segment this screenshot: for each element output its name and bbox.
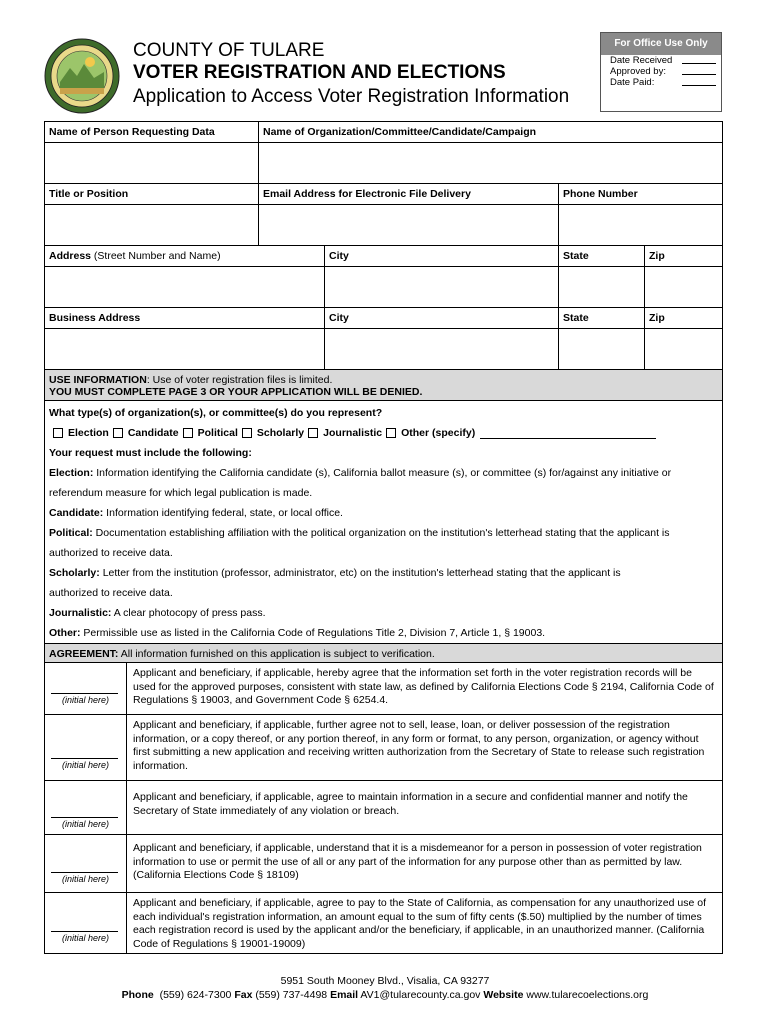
requirement-other xyxy=(49,623,718,643)
candidate-checkbox[interactable] xyxy=(113,428,123,438)
state-label: State xyxy=(559,246,645,266)
requirement-scholarly-cont: authorized to receive data. xyxy=(49,587,173,599)
must-include-heading: Your request must include the following: xyxy=(49,447,252,459)
agreement-row xyxy=(45,893,722,953)
agreement-row xyxy=(45,781,722,835)
initial-line xyxy=(51,758,118,759)
form-subtitle: Application to Access Voter Registration Information xyxy=(133,86,570,107)
requirement-term: Election: xyxy=(49,467,94,479)
initial-box[interactable] xyxy=(45,781,127,834)
initial-line xyxy=(51,931,118,932)
requirement-term: Scholarly: xyxy=(49,567,100,579)
requirement-journalistic xyxy=(49,603,718,623)
business-state-field[interactable] xyxy=(559,329,645,369)
initial-box[interactable] xyxy=(45,893,127,953)
page3-warning: YOU MUST COMPLETE PAGE 3 OR YOUR APPLICATION WILL BE DENIED. xyxy=(49,386,423,398)
footer-address: 5951 South Mooney Blvd., Visalia, CA 93277 xyxy=(280,975,490,987)
agreement-text: All information furnished on this application is subject to verification. xyxy=(118,648,435,660)
business-address-label-row xyxy=(45,308,722,329)
business-address-label: Business Address xyxy=(45,308,325,328)
name-input-row xyxy=(45,143,722,184)
address-label-row xyxy=(45,246,722,267)
title-position-field[interactable] xyxy=(45,205,259,245)
journalistic-option: Journalistic xyxy=(323,427,383,439)
requirement-political-cont: authorized to receive data. xyxy=(49,547,173,559)
requirement-election xyxy=(49,463,718,483)
approved-by-row xyxy=(601,66,721,77)
agreement-row xyxy=(45,663,722,715)
requirement-political xyxy=(49,523,718,543)
date-paid-line[interactable] xyxy=(682,77,716,86)
zip-field[interactable] xyxy=(645,267,722,307)
requirement-text: Information identifying the California candidate (s), California ballot measure (s), or committee (s) for/against any initiative or xyxy=(93,467,672,479)
zip-label: Zip xyxy=(645,246,722,266)
initial-line xyxy=(51,693,118,694)
business-address-input-row xyxy=(45,329,722,370)
footer-email[interactable]: AV1@tularecounty.ca.gov xyxy=(360,989,481,1001)
initial-here-label: (initial here) xyxy=(61,695,110,705)
business-address-field[interactable] xyxy=(45,329,325,369)
footer-fax-label: Fax xyxy=(234,989,253,1001)
phone-label: Phone Number xyxy=(559,184,722,204)
address-label-rest: (Street Number and Name) xyxy=(91,250,221,262)
journalistic-checkbox[interactable] xyxy=(308,428,318,438)
email-label: Email Address for Electronic File Delivery xyxy=(259,184,559,204)
county-seal-logo xyxy=(44,38,120,114)
name-org-label: Name of Organization/Committee/Candidate/Campaign xyxy=(259,122,722,142)
candidate-option: Candidate xyxy=(127,427,179,439)
agreement-label: AGREEMENT: xyxy=(49,648,119,660)
department-name: VOTER REGISTRATION AND ELECTIONS xyxy=(133,62,506,83)
initial-box[interactable] xyxy=(45,715,127,780)
agreement-clause: Applicant and beneficiary, if applicable, further agree not to sell, lease, loan, or deliver possession of the registration information, or a copy thereof, or any portion thereof, in any form or format, to any person, organization, or agency without first submitting a new application and receiving written authorization from the Secretary of State to release such registration information. xyxy=(133,719,705,772)
business-city-label: City xyxy=(325,308,559,328)
footer-website-label: Website xyxy=(483,989,524,1001)
approved-by-line[interactable] xyxy=(682,66,716,75)
use-info-text: : Use of voter registration files is limited. xyxy=(146,374,333,386)
initial-box[interactable] xyxy=(45,835,127,892)
initial-here-label: (initial here) xyxy=(61,874,110,884)
name-org-field[interactable] xyxy=(259,143,722,183)
agreement-row xyxy=(45,715,722,781)
org-type-question: What type(s) of organization(s), or committee(s) do you represent? xyxy=(49,407,383,419)
office-use-title: For Office Use Only xyxy=(601,33,721,55)
initial-here-label: (initial here) xyxy=(61,819,110,829)
title-input-row xyxy=(45,205,722,246)
agreement-row xyxy=(45,835,722,893)
address-input-row xyxy=(45,267,722,308)
date-received-label: Date Received xyxy=(610,55,673,66)
address-label xyxy=(45,246,325,266)
business-zip-field[interactable] xyxy=(645,329,722,369)
other-specify-line[interactable] xyxy=(480,427,656,439)
requirement-term: Other: xyxy=(49,627,81,639)
requirement-text: Information identifying federal, state, or local office. xyxy=(103,507,343,519)
address-label-bold: Address xyxy=(49,250,92,262)
org-type-checkboxes xyxy=(49,423,718,443)
agreement-banner xyxy=(45,643,722,663)
footer-phone-label: Phone xyxy=(121,989,154,1001)
requirement-term: Journalistic: xyxy=(49,607,112,619)
date-received-line[interactable] xyxy=(682,55,716,64)
state-field[interactable] xyxy=(559,267,645,307)
date-paid-row xyxy=(601,77,721,88)
name-person-label: Name of Person Requesting Data xyxy=(45,122,259,142)
requirement-text: Letter from the institution (professor, administrator, etc) on the institution's letterhead stating that the applicant is xyxy=(99,567,621,579)
requirement-term: Political: xyxy=(49,527,93,539)
application-form xyxy=(44,121,723,954)
footer-website[interactable]: www.tularecoelections.org xyxy=(526,989,649,1001)
footer-fax: (559) 737-4498 xyxy=(255,989,328,1001)
footer-phone: (559) 624-7300 xyxy=(159,989,232,1001)
requirement-candidate xyxy=(49,503,718,523)
requirement-text: A clear photocopy of press pass. xyxy=(111,607,266,619)
election-checkbox[interactable] xyxy=(53,428,63,438)
title-block xyxy=(133,40,569,109)
initial-line xyxy=(51,817,118,818)
phone-field[interactable] xyxy=(559,205,722,245)
agreement-clause: Applicant and beneficiary, if applicable, agree to pay to the State of California, as compensation for any unauthorized use of each individual's registration information, an amount equal to the sum of fifty cents ($.50) multiplied by the number of times each registration record is used by the applicant and/or the beneficiary, if applicable, in an unauthorized manner. (California Code of Regulations § 19001-19009) xyxy=(133,897,706,950)
use-info-label: USE INFORMATION xyxy=(49,374,147,386)
initial-box[interactable] xyxy=(45,663,127,714)
address-field[interactable] xyxy=(45,267,325,307)
title-position-label: Title or Position xyxy=(45,184,259,204)
name-person-field[interactable] xyxy=(45,143,259,183)
business-state-label: State xyxy=(559,308,645,328)
title-label-row xyxy=(45,184,722,205)
requirement-text: Permissible use as listed in the California Code of Regulations Title 2, Division 7, Article 1, § 19003. xyxy=(80,627,546,639)
county-name: COUNTY OF TULARE xyxy=(133,40,325,61)
political-checkbox[interactable] xyxy=(183,428,193,438)
footer-contact xyxy=(0,989,770,1001)
political-option: Political xyxy=(197,427,238,439)
name-label-row xyxy=(45,122,722,143)
agreement-clause: Applicant and beneficiary, if applicable, agree to maintain information in a secure and confidential manner and notify the Secretary of State immediately of any violation or breach. xyxy=(133,791,688,817)
date-received-row xyxy=(601,55,721,66)
agreement-clause: Applicant and beneficiary, if applicable, hereby agree that the information set forth in the voter registration records will be used for the approved purposes, consistent with state law, as defined by California Elections Code § 2194, California Code of Regulations § 19003, and Government Code § 6254.4. xyxy=(133,667,714,706)
footer-email-label: Email xyxy=(330,989,359,1001)
initial-line xyxy=(51,872,118,873)
other-option: Other (specify) xyxy=(401,427,476,439)
city-label: City xyxy=(325,246,559,266)
agreement-clause: Applicant and beneficiary, if applicable, understand that it is a misdemeanor for a person in possession of voter registration information to use or permit the use of all or any part of the information for any purpose other than as permitted by law. (California Elections Code § 18109) xyxy=(133,842,702,881)
requirement-election-cont: referendum measure for which legal publication is made. xyxy=(49,487,313,499)
initial-here-label: (initial here) xyxy=(61,760,110,770)
business-zip-label: Zip xyxy=(645,308,722,328)
scholarly-option: Scholarly xyxy=(256,427,305,439)
approved-by-label: Approved by: xyxy=(610,66,666,77)
election-option: Election xyxy=(68,427,109,439)
organization-type-section xyxy=(45,401,722,643)
requirement-scholarly xyxy=(49,563,718,583)
requirement-text: Documentation establishing affiliation with the political organization on the institution's letterhead stating that the applicant is xyxy=(92,527,670,539)
use-information-banner xyxy=(45,370,722,401)
city-field[interactable] xyxy=(325,267,559,307)
initial-here-label: (initial here) xyxy=(61,933,110,943)
office-use-box xyxy=(600,32,722,112)
other-checkbox[interactable] xyxy=(386,428,396,438)
requirement-term: Candidate: xyxy=(49,507,104,519)
email-field[interactable] xyxy=(259,205,559,245)
date-paid-label: Date Paid: xyxy=(610,77,655,88)
business-city-field[interactable] xyxy=(325,329,559,369)
scholarly-checkbox[interactable] xyxy=(242,428,252,438)
